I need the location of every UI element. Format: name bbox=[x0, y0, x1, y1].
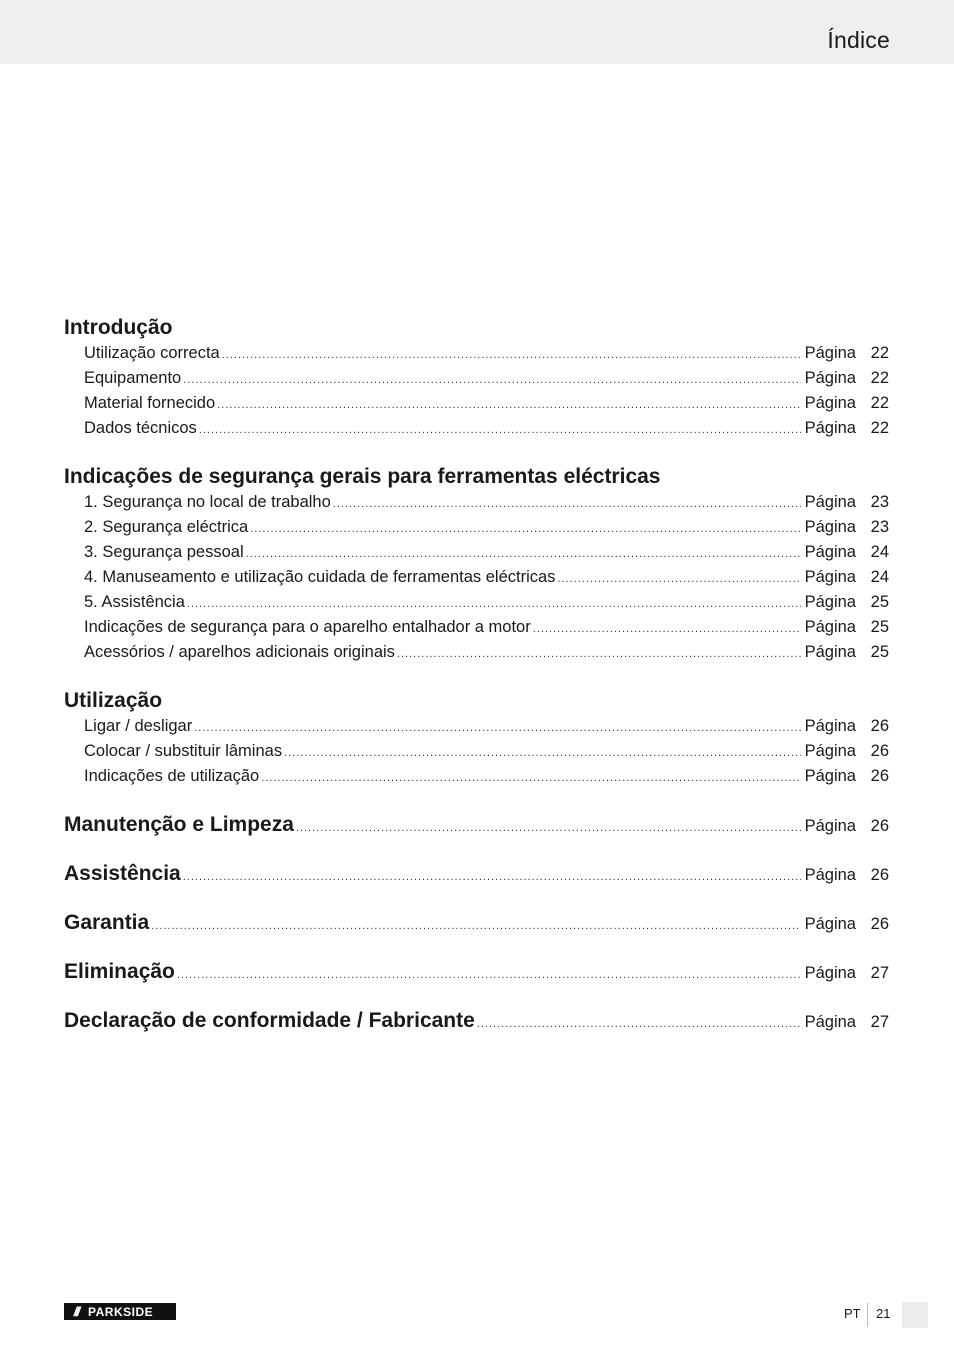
toc-entry[interactable] bbox=[64, 739, 889, 764]
page-number: 25 bbox=[870, 618, 889, 636]
page-word: Página bbox=[804, 866, 856, 884]
dot-leader bbox=[187, 592, 801, 617]
toc-entry[interactable] bbox=[64, 615, 889, 640]
toc-head-entry[interactable] bbox=[64, 1008, 889, 1034]
toc-entry-label: Indicações de segurança para o aparelho entalhador a motor bbox=[84, 618, 531, 636]
page-word: Página bbox=[804, 742, 856, 760]
page-word: Página bbox=[804, 568, 856, 586]
page-title: Índice bbox=[827, 27, 890, 53]
toc-entry-label: Utilização correcta bbox=[84, 344, 220, 362]
toc-entry[interactable] bbox=[64, 764, 889, 789]
page-word: Página bbox=[804, 493, 856, 511]
dot-leader bbox=[199, 418, 801, 443]
toc-entry[interactable] bbox=[64, 714, 889, 739]
toc-entry[interactable] bbox=[64, 391, 889, 416]
page-word: Página bbox=[804, 767, 856, 785]
toc-entry[interactable] bbox=[64, 640, 889, 665]
toc-head-entry-garantia bbox=[64, 910, 889, 936]
dot-leader bbox=[246, 542, 801, 567]
page-word: Página bbox=[804, 717, 856, 735]
page-word: Página bbox=[804, 618, 856, 636]
toc-entry-label: Equipamento bbox=[84, 369, 182, 387]
page-word: Página bbox=[804, 964, 856, 982]
page-word: Página bbox=[804, 643, 856, 661]
page-number: 26 bbox=[870, 915, 889, 933]
dot-leader bbox=[250, 517, 800, 542]
dot-leader bbox=[261, 766, 800, 791]
page-word: Página bbox=[804, 543, 856, 561]
toc-entry-label: 3. Segurança pessoal bbox=[84, 543, 244, 561]
toc-head-entry-eliminacao bbox=[64, 959, 889, 985]
page-number: 23 bbox=[870, 518, 889, 536]
toc-entry[interactable] bbox=[64, 366, 889, 391]
logo-slashes: /// bbox=[73, 1304, 79, 1319]
dot-leader bbox=[194, 716, 800, 741]
page-number-footer: 21 bbox=[876, 1306, 891, 1321]
toc-entry-label: Ligar / desligar bbox=[84, 717, 193, 735]
page-number: 22 bbox=[870, 394, 889, 412]
toc-entry[interactable] bbox=[64, 515, 889, 540]
toc-entry-label: Dados técnicos bbox=[84, 419, 197, 437]
toc-head-label: Garantia bbox=[64, 911, 150, 934]
page-number: 22 bbox=[870, 419, 889, 437]
dot-leader bbox=[177, 962, 801, 988]
page-word: Página bbox=[804, 817, 856, 835]
page-number: 22 bbox=[870, 344, 889, 362]
toc-section-seguranca bbox=[64, 464, 889, 665]
page-number: 26 bbox=[870, 866, 889, 884]
dot-leader bbox=[296, 815, 801, 841]
dot-leader bbox=[217, 393, 800, 418]
toc-head-label: Declaração de conformidade / Fabricante bbox=[64, 1009, 475, 1032]
toc-entry-label: Indicações de utilização bbox=[84, 767, 260, 785]
header-bar bbox=[0, 0, 954, 64]
page-number: 22 bbox=[870, 369, 889, 387]
page-number: 27 bbox=[870, 1013, 889, 1031]
page-number: 27 bbox=[870, 964, 889, 982]
toc-section-title: Utilização bbox=[64, 689, 163, 712]
toc-entry[interactable] bbox=[64, 490, 889, 515]
toc-entry-label: Acessórios / aparelhos adicionais originais bbox=[84, 643, 395, 661]
page-number: 26 bbox=[870, 817, 889, 835]
page-word: Página bbox=[804, 1013, 856, 1031]
page-number: 26 bbox=[870, 717, 889, 735]
toc-entry[interactable] bbox=[64, 416, 889, 441]
toc-head-label: Manutenção e Limpeza bbox=[64, 813, 294, 836]
parkside-logo bbox=[64, 1303, 176, 1320]
toc-section-utilizacao bbox=[64, 688, 889, 789]
page-number: 24 bbox=[870, 568, 889, 586]
toc-head-entry-assistencia bbox=[64, 861, 889, 887]
page-word: Página bbox=[804, 593, 856, 611]
page-word: Página bbox=[804, 518, 856, 536]
toc-entry-label: Material fornecido bbox=[84, 394, 216, 412]
toc-entry-label: 2. Segurança eléctrica bbox=[84, 518, 249, 536]
toc-entry[interactable] bbox=[64, 341, 889, 366]
dot-leader bbox=[222, 343, 801, 368]
toc-entry[interactable] bbox=[64, 540, 889, 565]
language-code: PT bbox=[844, 1306, 861, 1321]
dot-leader bbox=[533, 617, 801, 642]
page-word: Página bbox=[804, 369, 856, 387]
table-of-contents bbox=[64, 315, 889, 1034]
toc-head-entry[interactable] bbox=[64, 861, 889, 887]
dot-leader bbox=[477, 1011, 801, 1037]
footer-divider bbox=[867, 1303, 868, 1327]
toc-head-entry-declaracao bbox=[64, 1008, 889, 1034]
toc-section-introducao bbox=[64, 315, 889, 441]
toc-head-label: Assistência bbox=[64, 862, 181, 885]
page-number: 24 bbox=[870, 543, 889, 561]
toc-entry-label: 4. Manuseamento e utilização cuidada de ferramentas eléctricas bbox=[84, 568, 556, 586]
page-number: 23 bbox=[870, 493, 889, 511]
toc-entry-label: 1. Segurança no local de trabalho bbox=[84, 493, 331, 511]
toc-section-title: Introdução bbox=[64, 316, 173, 339]
dot-leader bbox=[183, 368, 800, 393]
page-number: 26 bbox=[870, 742, 889, 760]
toc-head-entry[interactable] bbox=[64, 959, 889, 985]
toc-entry[interactable] bbox=[64, 565, 889, 590]
toc-head-entry-manutencao bbox=[64, 812, 889, 838]
page-word: Página bbox=[804, 419, 856, 437]
toc-entry-label: 5. Assistência bbox=[84, 593, 185, 611]
page-number: 26 bbox=[870, 767, 889, 785]
page-word: Página bbox=[804, 915, 856, 933]
toc-entry-label: Colocar / substituir lâminas bbox=[84, 742, 283, 760]
dot-leader bbox=[151, 913, 800, 939]
toc-head-entry[interactable] bbox=[64, 910, 889, 936]
dot-leader bbox=[557, 567, 800, 592]
dot-leader bbox=[183, 864, 801, 890]
page-number: 25 bbox=[870, 593, 889, 611]
dot-leader bbox=[284, 741, 801, 766]
toc-section-title: Indicações de segurança gerais para ferramentas eléctricas bbox=[64, 465, 661, 488]
page-word: Página bbox=[804, 344, 856, 362]
page-word: Página bbox=[804, 394, 856, 412]
toc-entry[interactable] bbox=[64, 590, 889, 615]
dot-leader bbox=[333, 492, 801, 517]
dot-leader bbox=[397, 642, 801, 667]
footer-corner-box bbox=[902, 1302, 928, 1328]
logo-text: PARKSIDE bbox=[88, 1304, 154, 1319]
page-number: 25 bbox=[870, 643, 889, 661]
toc-head-label: Eliminação bbox=[64, 960, 175, 983]
toc-head-entry[interactable] bbox=[64, 812, 889, 838]
